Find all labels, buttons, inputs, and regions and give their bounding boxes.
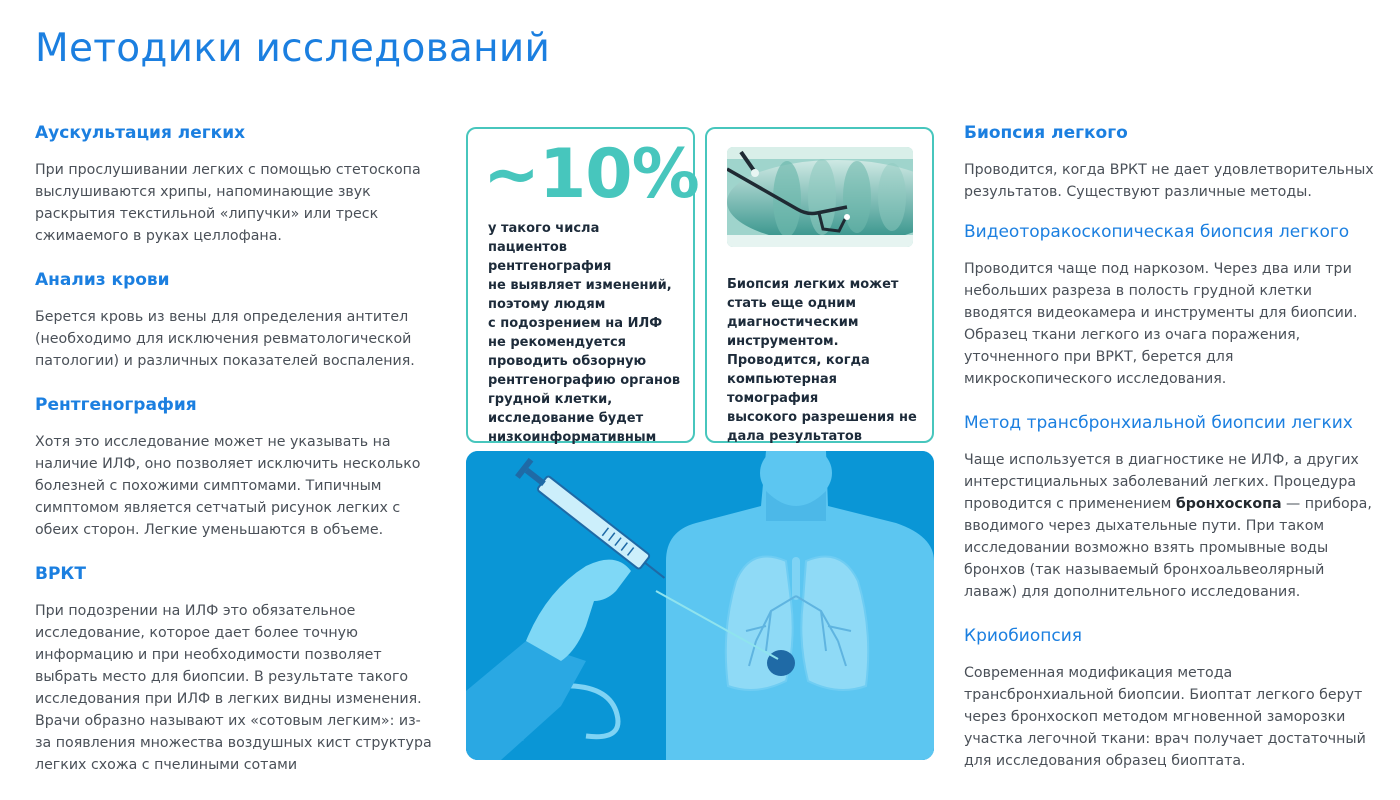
section-text-auscultation: При прослушивании легких с помощью стетоскопа выслушиваются хрипы, напоминающие звук раскрытия текстильной «липучки» или треск сжимаемого в руках целлофана. xyxy=(35,162,421,244)
right-column xyxy=(964,122,1376,772)
section-heading-transbronchial: Метод трансбронхиальной биопсии легких xyxy=(964,413,1353,433)
section-heading-cryobiopsy: Криобиопсия xyxy=(964,626,1082,646)
transbronchial-text-end: — прибора, вводимого через дыхательные пути. При таком исследовании возможно взять промывные воды бронхов (так называемый бронхоальвеолярный лаваж) для дополнительного исследования. xyxy=(964,496,1372,600)
left-column xyxy=(35,122,435,776)
section-heading-vats: Видеоторакоскопическая биопсия легкого xyxy=(964,222,1350,242)
section-text-radiography: Хотя это исследование может не указывать на наличие ИЛФ, оно позволяет исключить несколько болезней с похожими симптомами. Типичным симптомом является сетчатый рисунок легких с обеих сторон. Легкие уменьшаются в объеме. xyxy=(35,434,421,538)
biopsy-illustration xyxy=(466,451,934,760)
stat-description: у такого числа пациентов рентгенография не выявляет изменений, поэтому людям с подозрением на ИЛФ не рекомендуется проводить обзорную рентгенографию органов грудной клетки, исследование будет низкоинформативным xyxy=(488,221,681,445)
section-text-lung-biopsy: Проводится, когда ВРКТ не дает удовлетворительных результатов. Существуют различные методы. xyxy=(964,162,1374,200)
stat-value: ~10% xyxy=(483,135,699,214)
section-text-transbronchial xyxy=(964,449,1376,603)
section-text-cryobiopsy: Современная модификация метода трансбронхиальной биопсии. Биоптат легкого берут через бронхоскоп методом мгновенной заморозки участка легочной ткани: врач получает достаточный для исследования образец биоптата. xyxy=(964,665,1366,769)
section-heading-radiography: Рентгенография xyxy=(35,395,197,415)
section-text-vats: Проводится чаще под наркозом. Через два или три небольших разреза в полость грудной клетки вводятся видеокамера и инструменты для биопсии. Образец ткани легкого из очага поражения, уточненного при ВРКТ, берется для микроскопического исследования. xyxy=(964,261,1358,387)
section-text-blood-test: Берется кровь из вены для определения антител (необходимо для исключения ревматологической патологии) и различных показателей воспаления. xyxy=(35,309,415,369)
biopsy-description: Биопсия легких может стать еще одним диагностическим инструментом. Проводится, когда компьютерная томография высокого разрешения не дала результатов xyxy=(727,277,917,444)
section-heading-blood-test: Анализ крови xyxy=(35,270,170,290)
page-title: Методики исследований xyxy=(35,26,551,71)
bronchoscope-image xyxy=(727,147,913,247)
section-heading-lung-biopsy: Биопсия легкого xyxy=(964,123,1128,143)
section-heading-hrct: ВРКТ xyxy=(35,564,86,584)
section-heading-auscultation: Аускультация легких xyxy=(35,123,246,143)
transbronchial-text-start: Чаще используется в диагностике не ИЛФ, а других интерстициальных заболеваний легких. Процедура проводится с применением xyxy=(964,452,1359,512)
section-text-hrct: При подозрении на ИЛФ это обязательное исследование, которое дает более точную информацию и при необходимости позволяет выбрать место для биопсии. В результате такого исследования при ИЛФ в легких видны изменения. Врачи образно называют их «сотовым легким»: из-за появления множества воздушных кист структура легких схожа с пчелиными сотами xyxy=(35,603,432,773)
biopsy-card xyxy=(705,127,934,443)
stat-card xyxy=(466,127,699,445)
bronchoscope-term: бронхоскопа xyxy=(1175,496,1282,512)
